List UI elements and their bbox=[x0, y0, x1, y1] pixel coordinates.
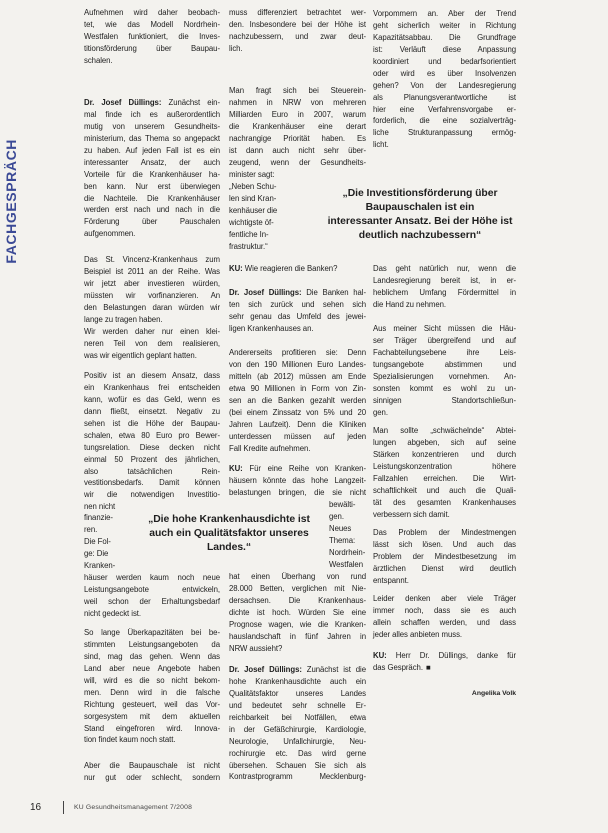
text-line: koordiniert und bedarfsorientiert bbox=[373, 56, 516, 66]
text-line: Vorteile für die Krankenhäuser ha- bbox=[84, 169, 220, 179]
text-line: sonsten kommt es wohl zu un- bbox=[373, 383, 516, 393]
text-line: Westfalen bbox=[329, 559, 363, 569]
text-line: müssten wir vorfinanzieren. An bbox=[84, 290, 220, 300]
text-line: Andererseits profitieren sie: Denn bbox=[229, 348, 366, 357]
text-line: liche Strukturanpassung ermög- bbox=[373, 128, 516, 138]
text-line: Thema: bbox=[329, 535, 356, 545]
text-line: heblichem Umfang Fördermittel in bbox=[373, 287, 516, 297]
text-line: minister sagt: bbox=[229, 169, 275, 179]
text-line: mutig von unserem Gesundheits- bbox=[84, 121, 220, 131]
text-line: belastungen bringen, die sie nicht bbox=[229, 487, 366, 497]
speaker-label: KU: bbox=[373, 651, 387, 660]
answer-paragraph bbox=[229, 7, 366, 55]
text-line: geht sicherlich weiter in Richtung bbox=[373, 20, 516, 30]
text-line: tät des gesamten Krankenhauses bbox=[373, 497, 516, 507]
text-line: „Neben Schu- bbox=[229, 182, 277, 191]
text-line: auch ein Qualitätsfaktor unseres bbox=[149, 528, 309, 539]
text-line: Land aber neue Angebote haben bbox=[84, 663, 220, 673]
text-line: lässt sich lösen. Und auch das bbox=[373, 539, 516, 549]
text-line: gehen? Von der Landesregierung bbox=[373, 80, 516, 90]
text-line: hat einen Überhang von rund bbox=[229, 572, 366, 581]
text-line: kann, wofür es das Geld, wenn es bbox=[84, 394, 220, 404]
text-line: zeugend, wenn der Gesundheits- bbox=[229, 157, 366, 167]
text-line: nachrangige Priorität haben. Es bbox=[229, 133, 366, 143]
text-line: Das geht natürlich nur, wenn die bbox=[373, 264, 516, 273]
text-line: was wir eigentlich geplant hatten. bbox=[84, 350, 197, 360]
answer-paragraph bbox=[84, 254, 220, 326]
publication-name: KU Gesundheitsmanagement 7/2008 bbox=[74, 804, 193, 811]
text-line: ren. bbox=[84, 524, 98, 534]
text-line: entspannt. bbox=[373, 575, 409, 585]
text-line: licht. bbox=[373, 140, 389, 150]
text-line: aufgenommen. bbox=[84, 229, 136, 239]
text-line: ist dann auch nicht sehr über- bbox=[229, 145, 366, 155]
text-line: wir jetzt aber investieren würden, bbox=[84, 278, 220, 288]
text-line: deutlich nachzubessern“ bbox=[358, 230, 482, 241]
text-line: tet, wie das Modell Nordrhein- bbox=[84, 19, 220, 29]
text-line: Qualitätsfaktor unseres Landes bbox=[229, 688, 366, 698]
text-line: forderlich, die eine sozialverträg- bbox=[373, 116, 516, 126]
text-line: sorgesystem mit dem aktuellen bbox=[84, 711, 220, 721]
author-credit: Angelika Volk bbox=[471, 690, 516, 697]
text-line: Man sollte „schwächelnde“ Abtei- bbox=[373, 426, 516, 435]
text-line: Die Fol- bbox=[84, 536, 111, 546]
text-line: muss differenziert betrachtet wer- bbox=[229, 8, 366, 17]
text-line: Baupauschalen ist ein bbox=[365, 202, 475, 213]
speaker-label: Dr. Josef Düllings: bbox=[229, 288, 302, 297]
speaker-label: KU: bbox=[229, 264, 243, 273]
text-line: Das St. Vincenz-Krankenhaus zum bbox=[84, 255, 220, 264]
text-line: nen nicht bbox=[84, 502, 116, 512]
text-line: von den 190 Millionen Euro Landes- bbox=[229, 359, 366, 369]
text-line: tion findet kaum noch statt. bbox=[84, 735, 176, 745]
text-line: tungsangebote abstimmen und bbox=[373, 359, 516, 369]
text-line: Prognose wagen, wie die Kranken- bbox=[229, 619, 366, 629]
answer-paragraph-wrap bbox=[229, 181, 291, 253]
answer-paragraph bbox=[373, 263, 516, 311]
text-line: KU: Wie reagieren die Banken? bbox=[229, 264, 338, 273]
text-line: nachzubessern, und zwar deut- bbox=[229, 31, 366, 41]
text-line: die Nachteile. Die Krankenhäuser bbox=[84, 193, 220, 203]
text-line: Aber die Baupauschale ist nicht bbox=[84, 761, 220, 770]
interview-question bbox=[229, 263, 366, 275]
answer-paragraph-wrap bbox=[84, 512, 126, 572]
text-line: Das Problem der Mindestmengen bbox=[373, 528, 516, 537]
text-line: Kapazitätsabbau. Die Grundfrage bbox=[373, 32, 516, 42]
text-line: titionsförderung über Baupau- bbox=[84, 43, 220, 53]
text-line: interessanter Ansatz, der auch bbox=[84, 157, 220, 167]
text-line: sehen ist die Höhe der Baupau- bbox=[84, 418, 220, 428]
answer-paragraph bbox=[84, 370, 220, 513]
text-line: ist: Verläuft diese Anpassung bbox=[373, 44, 516, 54]
text-line: Westfalen funktioniert, die Inves- bbox=[84, 31, 220, 41]
answer-paragraph bbox=[229, 664, 366, 783]
text-line: lich. bbox=[229, 43, 243, 53]
text-line: Fallzahlen erreichen. Die Wirt- bbox=[373, 473, 516, 483]
text-line: den Belastungen daran würden wir bbox=[84, 302, 220, 312]
text-line: weil schon der Erhaltungsbedarf bbox=[84, 596, 220, 606]
text-line: Neues bbox=[329, 523, 352, 533]
text-line: ser Träger übergreifend und auf bbox=[373, 335, 516, 345]
text-line: fentliche In- bbox=[229, 229, 269, 239]
section-label bbox=[1, 138, 21, 264]
text-line: werden erst nach und nach in die bbox=[84, 205, 220, 215]
text-line: Stärken konzentrieren und durch bbox=[373, 449, 516, 459]
text-line: Fachabteilungsebene ihre Leis- bbox=[373, 347, 516, 357]
text-line: Leistungskonzentration höhere bbox=[373, 461, 516, 471]
text-line: rochirurgie etc. Das wird gerne bbox=[229, 748, 366, 758]
text-line: So lange Überkapazitäten bei be- bbox=[84, 628, 220, 637]
text-line: nur gut oder schlecht, sondern bbox=[84, 772, 220, 782]
text-line: Stand eingefroren wird. Innova- bbox=[84, 723, 220, 733]
text-line: dann fließt, einsetzt. Negativ zu bbox=[84, 406, 220, 416]
answer-paragraph bbox=[84, 572, 220, 620]
text-line: interessanter Ansatz. Bei der Höhe ist bbox=[327, 216, 513, 227]
text-line: frastruktur.“ bbox=[229, 241, 268, 251]
text-line: sen an die Banken gezahlt werden bbox=[229, 395, 366, 405]
text-line: das Gespräch. ■ bbox=[373, 662, 431, 672]
text-line: neren Teil von dem realisieren, bbox=[84, 338, 220, 348]
text-line: Neurologie, Unfallchirurgie, Neu- bbox=[229, 736, 366, 746]
text-line: ben kann. Nur erst überwiegen bbox=[84, 181, 220, 191]
text-line: den. Insbesondere bei der Höhe ist bbox=[229, 19, 366, 29]
text-line: men. Denn wird in die falsche bbox=[84, 687, 220, 697]
interview-question bbox=[229, 571, 366, 655]
answer-paragraph bbox=[373, 425, 516, 521]
text-line: hohe Krankenhausdichte auch ein bbox=[229, 676, 366, 686]
answer-paragraph bbox=[373, 527, 516, 587]
text-line: Aufnehmen wird daher beobach- bbox=[84, 8, 220, 17]
interview-question bbox=[229, 463, 366, 499]
end-mark-icon: ■ bbox=[425, 662, 431, 672]
text-line: einmal 50 Prozent des jährlichen, bbox=[84, 454, 220, 464]
text-line: Dr. Josef Düllings: Zunächst ist die bbox=[229, 665, 366, 674]
text-line: Kontrastprogramm Mecklenburg- bbox=[229, 772, 366, 782]
text-line: dersachsen. Die Krankenhaus- bbox=[229, 595, 366, 605]
text-line: gen. bbox=[329, 511, 344, 521]
text-line: stimmten Leistungsangeboten da bbox=[84, 639, 220, 649]
text-line: „Die hohe Krankenhausdichte ist bbox=[148, 514, 310, 525]
text-line: Dr. Josef Düllings: Die Banken hal- bbox=[229, 288, 366, 297]
text-line: KU: Für eine Reihe von Kranken- bbox=[229, 464, 366, 473]
answer-paragraph bbox=[84, 760, 220, 784]
text-line: (bei einem Zinssatz von 5% und 20 bbox=[229, 407, 366, 417]
text-line: wichtigste öf- bbox=[229, 217, 274, 227]
text-line: ein Krankenhaus frei entscheiden bbox=[84, 382, 220, 392]
text-line: 28.000 Betten, verglichen mit Nie- bbox=[229, 583, 366, 593]
text-line: Nordrhein- bbox=[329, 547, 366, 557]
text-line: dichte ist hoch. Würden Sie eine bbox=[229, 607, 366, 617]
footer-divider bbox=[63, 801, 64, 814]
text-line: wir die notwendigen Investitio- bbox=[84, 490, 220, 500]
text-line: Fall Kredite aufnehmen. bbox=[229, 443, 311, 453]
text-line: kenhäuser die bbox=[229, 205, 278, 215]
text-line: jeder alles anbieten muss. bbox=[373, 629, 463, 639]
answer-paragraph bbox=[229, 287, 366, 335]
text-line: mitteln (ab 2012) müssen am Ende bbox=[229, 371, 366, 381]
answer-paragraph bbox=[373, 323, 516, 419]
text-line: Dr. Josef Düllings: Zunächst ein- bbox=[84, 98, 220, 107]
text-line: Beispiel ist 2011 an der Reihe. Was bbox=[84, 266, 220, 276]
text-line: und bedeutet sehr schnelle Er- bbox=[229, 700, 366, 710]
text-line: ge: Die bbox=[84, 548, 109, 558]
text-line: Wir werden daher nur einen klei- bbox=[84, 327, 220, 336]
text-line: tungsrelation. Diese decken nicht bbox=[84, 442, 220, 452]
text-line: „Die Investitionsförderung über bbox=[342, 188, 498, 199]
text-line: NRW aussieht? bbox=[229, 643, 283, 653]
text-line: etwa 90 Millionen in Form von Zin- bbox=[229, 383, 366, 393]
text-line: ärztlichen Dienst wird deutlich bbox=[373, 563, 516, 573]
text-line: immer noch, dass sie es auch bbox=[373, 605, 516, 615]
text-line: KU: Herr Dr. Düllings, danke für bbox=[373, 651, 516, 660]
text-line: Man fragt sich bei Steuerein- bbox=[229, 86, 366, 95]
text-line: sind, mag das gehen. Wenn das bbox=[84, 651, 220, 661]
text-line: Aus meiner Sicht müssen die Häu- bbox=[373, 324, 516, 333]
text-line: nahmen in NRW von mehreren bbox=[229, 97, 366, 107]
text-line: schaftlichkeit und auch die Quali- bbox=[373, 485, 516, 495]
text-line: Positiv ist an diesem Ansatz, dass bbox=[84, 371, 220, 380]
text-line: hier eine Verfahrensvorgabe er- bbox=[373, 104, 516, 114]
text-line: in der Gefäßchirurgie, Kardiologie, bbox=[229, 724, 366, 734]
text-line: vestitionsbedarfs. Damit können bbox=[84, 478, 220, 488]
speaker-label: Dr. Josef Düllings: bbox=[229, 665, 302, 674]
text-line: gen. bbox=[373, 407, 388, 417]
text-line: ten sich zurück und sehen sich bbox=[229, 299, 366, 309]
text-line: bewälti- bbox=[329, 500, 356, 509]
question-continuation bbox=[84, 7, 220, 67]
text-line: verbessern sich damit. bbox=[373, 509, 450, 519]
text-line: oder wird es über Insolvenzen bbox=[373, 68, 516, 78]
pull-quote bbox=[130, 513, 328, 555]
text-line: als Planungsverantwortliche ist bbox=[373, 92, 516, 102]
text-line: sinnigen Standortschließun- bbox=[373, 395, 516, 405]
text-line: Landesregierung bereit ist, in er- bbox=[373, 275, 516, 285]
text-line: lungen abgeben, sich auf seine bbox=[373, 437, 516, 447]
text-line: übersehen. Schauen Sie sich als bbox=[229, 760, 366, 770]
text-line: Förderung über Pauschalen bbox=[84, 217, 220, 227]
text-line: ministerium, das Thema so angepackt bbox=[84, 133, 220, 143]
pull-quote bbox=[294, 187, 546, 243]
text-line: Kranken- bbox=[84, 560, 116, 570]
text-line: lange zu tragen haben. bbox=[84, 314, 163, 324]
answer-paragraph bbox=[373, 593, 516, 641]
text-line: die Krankenhäuser eine derart bbox=[229, 121, 366, 131]
text-line: mal finde ich es außerordentlich bbox=[84, 109, 220, 119]
text-line: allein schaffen werden, und dass bbox=[373, 617, 516, 627]
page-number: 16 bbox=[30, 802, 42, 813]
text-line: finanzie- bbox=[84, 513, 113, 522]
text-line: will, wird es die so nicht bekom- bbox=[84, 675, 220, 685]
answer-paragraph bbox=[84, 326, 220, 362]
text-line: nicht gedeckt ist. bbox=[84, 608, 141, 618]
text-line: häusern könnte das hohe Langzeit- bbox=[229, 475, 366, 485]
answer-paragraph bbox=[84, 627, 220, 746]
speaker-label: KU: bbox=[229, 464, 243, 473]
section-label-text: FACHGESPRÄCH bbox=[3, 138, 19, 264]
text-line: Leider denken aber viele Träger bbox=[373, 594, 516, 603]
text-line: Milliarden Euro in 2007, warum bbox=[229, 109, 366, 119]
text-line: sehr genau das Umfeld des jewei- bbox=[229, 311, 366, 321]
text-line: schalen. bbox=[84, 55, 113, 65]
answer-paragraph bbox=[229, 85, 366, 181]
text-line: Jahren Laufzeit). Denn die Kliniken bbox=[229, 419, 366, 429]
text-line: Landes.“ bbox=[206, 542, 252, 553]
interview-question-wrap bbox=[329, 499, 367, 571]
closing-question bbox=[373, 650, 516, 674]
text-line: schalen, etwa 80 Euro pro Bewer- bbox=[84, 430, 220, 440]
speaker-label: Dr. Josef Düllings: bbox=[84, 98, 162, 107]
text-line: len sind Kran- bbox=[229, 193, 277, 203]
text-line: hauslandschaft in fünf Jahren in bbox=[229, 631, 366, 641]
text-line: zu haben. Auf jeden Fall ist es ein bbox=[84, 145, 220, 155]
text-line: Vorpommern an. Aber der Trend bbox=[373, 9, 516, 18]
text-line: Richtung gesteuert, weil das Vor- bbox=[84, 699, 220, 709]
text-line: Problem der Mindestbesetzung im bbox=[373, 551, 516, 561]
text-line: Leistungsangebote entwickeln, bbox=[84, 584, 220, 594]
text-line: unterdessen müssen auf jeden bbox=[229, 431, 366, 441]
text-line: häuser werden kaum noch neue bbox=[84, 573, 220, 582]
text-line: also tatsächlichen Rein- bbox=[84, 466, 220, 476]
answer-paragraph bbox=[84, 97, 220, 240]
text-line: die Hand zu nehmen. bbox=[373, 299, 446, 309]
text-line: ligen Krankenhauses an. bbox=[229, 323, 314, 333]
text-line: Spezialisierungen vornehmen. An- bbox=[373, 371, 516, 381]
answer-paragraph bbox=[373, 8, 516, 151]
answer-paragraph bbox=[229, 347, 366, 454]
text-line: reichbarkeit bei Notfällen, etwa bbox=[229, 712, 366, 722]
